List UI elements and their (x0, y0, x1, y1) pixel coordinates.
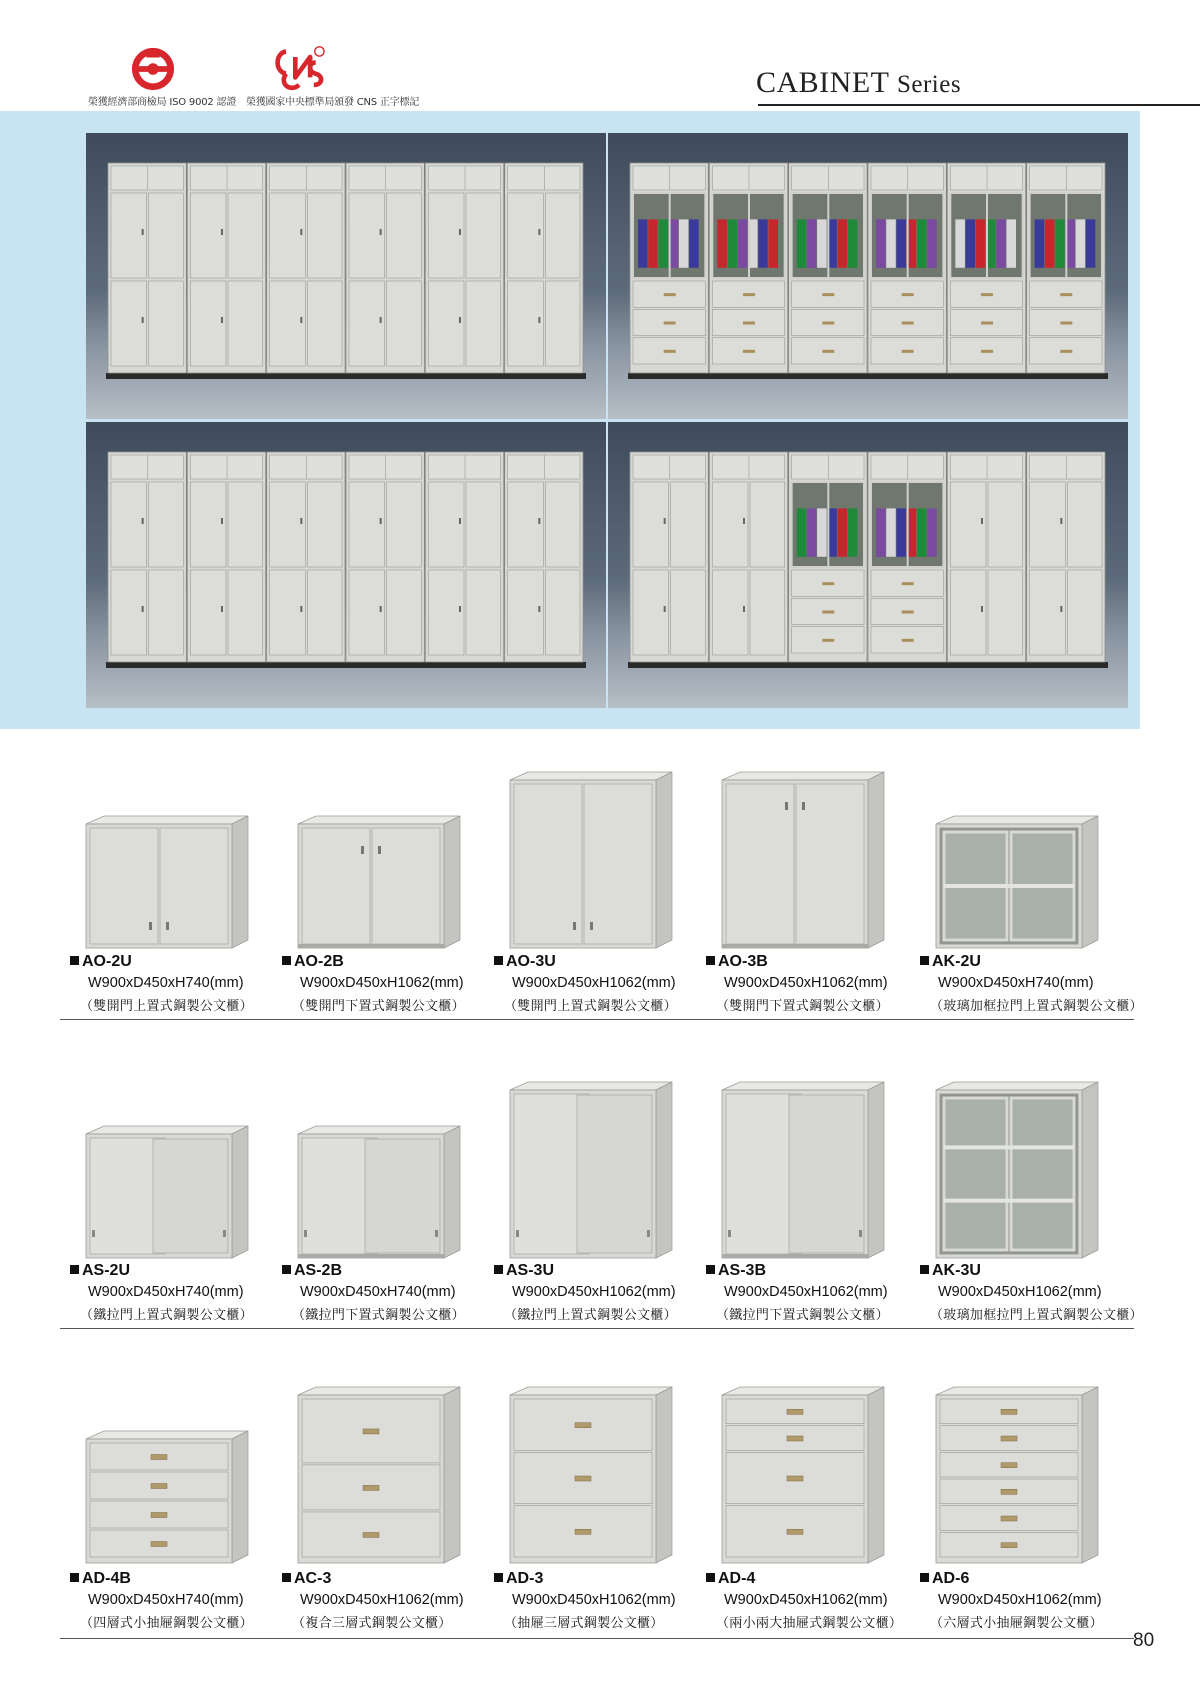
product-code: AS-2U (70, 1262, 130, 1280)
product-image (506, 770, 674, 955)
bullet-square-icon (494, 1265, 503, 1274)
bullet-square-icon (494, 1573, 503, 1582)
photo-double-door-wall (86, 133, 606, 419)
product-image (932, 1080, 1100, 1265)
product-code: AO-2B (282, 953, 344, 971)
bullet-square-icon (920, 1265, 929, 1274)
row-divider (60, 1019, 1134, 1020)
bullet-square-icon (70, 1573, 79, 1582)
product-code: AD-6 (920, 1570, 969, 1588)
product-code: AD-3 (494, 1570, 543, 1588)
bullet-square-icon (706, 1573, 715, 1582)
product-description: （雙開門下置式鋼製公文櫃） (292, 999, 465, 1014)
bullet-square-icon (282, 1265, 291, 1274)
product-dimensions: W900xD450xH1062(mm) (724, 1284, 888, 1300)
product-dimensions: W900xD450xH1062(mm) (724, 1592, 888, 1608)
product-dimensions: W900xD450xH740(mm) (300, 1284, 456, 1300)
product-code: AO-3B (706, 953, 768, 971)
product-image (506, 1080, 674, 1265)
product-description: （四層式小抽屜鋼製公文櫃） (80, 1616, 253, 1631)
product-dimensions: W900xD450xH740(mm) (88, 1592, 244, 1608)
photo-mixed-cabinet-wall (608, 422, 1128, 708)
product-dimensions: W900xD450xH1062(mm) (938, 1592, 1102, 1608)
row-divider (60, 1328, 1134, 1329)
product-code: AS-2B (282, 1262, 342, 1280)
product-image (506, 1385, 674, 1570)
product-code: AS-3U (494, 1262, 554, 1280)
product-description: （鐵拉門上置式鋼製公文櫃） (80, 1308, 253, 1323)
product-description: （鐵拉門下置式鋼製公文櫃） (716, 1308, 889, 1323)
bullet-square-icon (920, 956, 929, 965)
page-title: CABINET Series (756, 66, 962, 99)
product-code: AK-2U (920, 953, 981, 971)
bullet-square-icon (70, 1265, 79, 1274)
product-image (932, 1385, 1100, 1570)
bullet-square-icon (70, 956, 79, 965)
bullet-square-icon (706, 1265, 715, 1274)
product-image (718, 770, 886, 955)
title-underline (758, 104, 1200, 106)
product-description: （複合三層式鋼製公文櫃） (292, 1616, 452, 1631)
product-image (932, 814, 1100, 955)
product-dimensions: W900xD450xH740(mm) (88, 1284, 244, 1300)
product-image (294, 814, 462, 955)
bullet-square-icon (282, 1573, 291, 1582)
product-dimensions: W900xD450xH1062(mm) (300, 1592, 464, 1608)
product-dimensions: W900xD450xH1062(mm) (724, 975, 888, 991)
product-code: AC-3 (282, 1570, 331, 1588)
product-image (718, 1080, 886, 1265)
product-description: （玻璃加框拉門上置式鋼製公文櫃） (930, 999, 1143, 1014)
bullet-square-icon (282, 956, 291, 965)
product-image (82, 1124, 250, 1265)
product-image (82, 814, 250, 955)
row-divider (60, 1638, 1134, 1639)
product-code: AO-2U (70, 953, 132, 971)
product-code: AK-3U (920, 1262, 981, 1280)
product-dimensions: W900xD450xH1062(mm) (938, 1284, 1102, 1300)
product-dimensions: W900xD450xH1062(mm) (512, 975, 676, 991)
photo-glass-drawer-wall (608, 133, 1128, 419)
bullet-square-icon (706, 956, 715, 965)
product-code: AS-3B (706, 1262, 766, 1280)
product-dimensions: W900xD450xH1062(mm) (512, 1284, 676, 1300)
product-description: （六層式小抽屜鋼製公文櫃） (930, 1616, 1103, 1631)
bullet-square-icon (494, 956, 503, 965)
product-dimensions: W900xD450xH740(mm) (88, 975, 244, 991)
product-image (718, 1385, 886, 1570)
iso-certification-seal-icon (130, 46, 176, 92)
product-description: （抽屜三層式鋼製公文櫃） (504, 1616, 664, 1631)
product-dimensions: W900xD450xH1062(mm) (300, 975, 464, 991)
product-description: （兩小兩大抽屜式鋼製公文櫃） (716, 1616, 903, 1631)
product-image (294, 1385, 462, 1570)
certification-text: 榮獲經濟部商檢局 ISO 9002 認證 榮獲國家中央標準局頒發 CNS 正字標記 (88, 97, 420, 108)
product-description: （鐵拉門下置式鋼製公文櫃） (292, 1308, 465, 1323)
product-image (294, 1124, 462, 1265)
product-dimensions: W900xD450xH740(mm) (938, 975, 1094, 991)
product-description: （鐵拉門上置式鋼製公文櫃） (504, 1308, 677, 1323)
product-description: （雙開門上置式鋼製公文櫃） (504, 999, 677, 1014)
product-image (82, 1429, 250, 1570)
cns-mark-icon (270, 44, 328, 96)
product-dimensions: W900xD450xH1062(mm) (512, 1592, 676, 1608)
product-code: AO-3U (494, 953, 556, 971)
product-code: AD-4 (706, 1570, 755, 1588)
product-description: （雙開門下置式鋼製公文櫃） (716, 999, 889, 1014)
bullet-square-icon (920, 1573, 929, 1582)
product-description: （玻璃加框拉門上置式鋼製公文櫃） (930, 1308, 1143, 1323)
photo-sliding-door-wall (86, 422, 606, 708)
page-number: 80 (1133, 1630, 1155, 1651)
product-description: （雙開門上置式鋼製公文櫃） (80, 999, 253, 1014)
product-code: AD-4B (70, 1570, 131, 1588)
